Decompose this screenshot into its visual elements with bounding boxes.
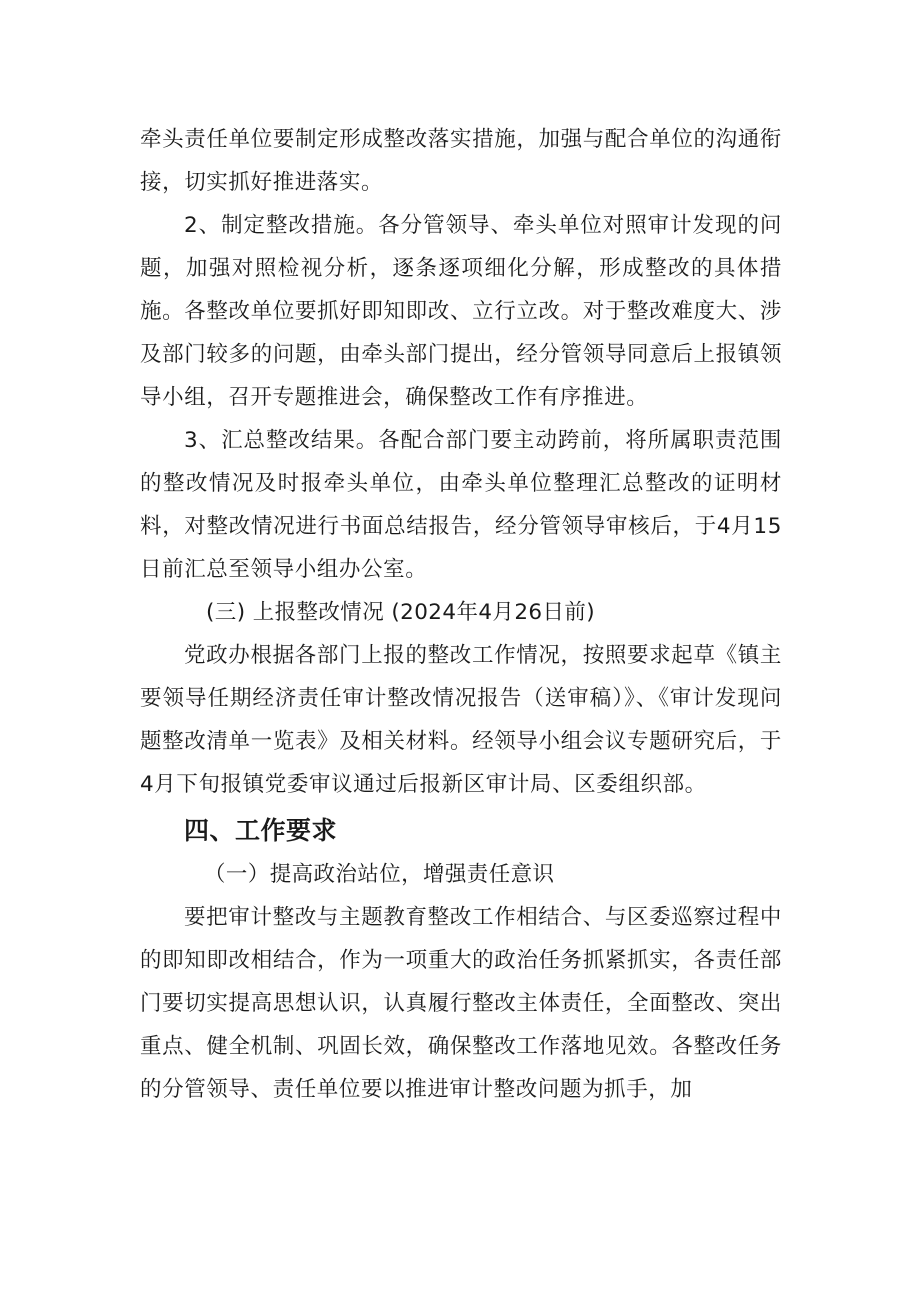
- section-heading-requirements: 四、工作要求: [184, 816, 338, 845]
- subheading-political-stance: （一）提高政治站位，增强责任意识: [204, 862, 555, 887]
- paragraph-report: 党政办根据各部门上报的整改工作情况，按照要求起草《镇主要领导任期经济责任审计整改情况报告（送审稿）》、《审计发现问题整改清单一览表》及相关材料。经领导小组会议专题研究后，于4月下旬报镇党委审议通过后报新区审计局、区委组织部。: [140, 643, 782, 797]
- paragraph-requirements: 要把审计整改与主题教育整改工作相结合、与区委巡察过程中的即知即改相结合，作为一项重大的政治任务抓紧抓实，各责任部门要切实提高思想认识，认真履行整改主体责任，全面整改、突出重点、健全机制、巩固长效，确保整改工作落地见效。各整改任务的分管领导、责任单位要以推进审计整改问题为抓手，加: [140, 905, 782, 1102]
- paragraph-results: 3、汇总整改结果。各配合部门要主动跨前，将所属职责范围的整改情况及时报牵头单位，由牵头单位整理汇总整改的证明材料，对整改情况进行书面总结报告，经分管领导审核后，于4月15日前汇总至领导小组办公室。: [140, 428, 782, 582]
- subheading-report-status: (三) 上报整改情况 (2024年4月26日前): [206, 600, 596, 625]
- paragraph-measures: 2、制定整改措施。各分管领导、牵头单位对照审计发现的问题，加强对照检视分析，逐条逐项细化分解，形成整改的具体措施。各整改单位要抓好即知即改、立行立改。对于整改难度大、涉及部门较多的问题，由牵头部门提出，经分管领导同意后上报镇领导小组，召开专题推进会，确保整改工作有序推进。: [140, 213, 782, 410]
- document-body: [140, 118, 782, 1111]
- paragraph-continuation: 牵头责任单位要制定形成整改落实措施，加强与配合单位的沟通衔接，切实抓好推进落实。: [140, 127, 782, 195]
